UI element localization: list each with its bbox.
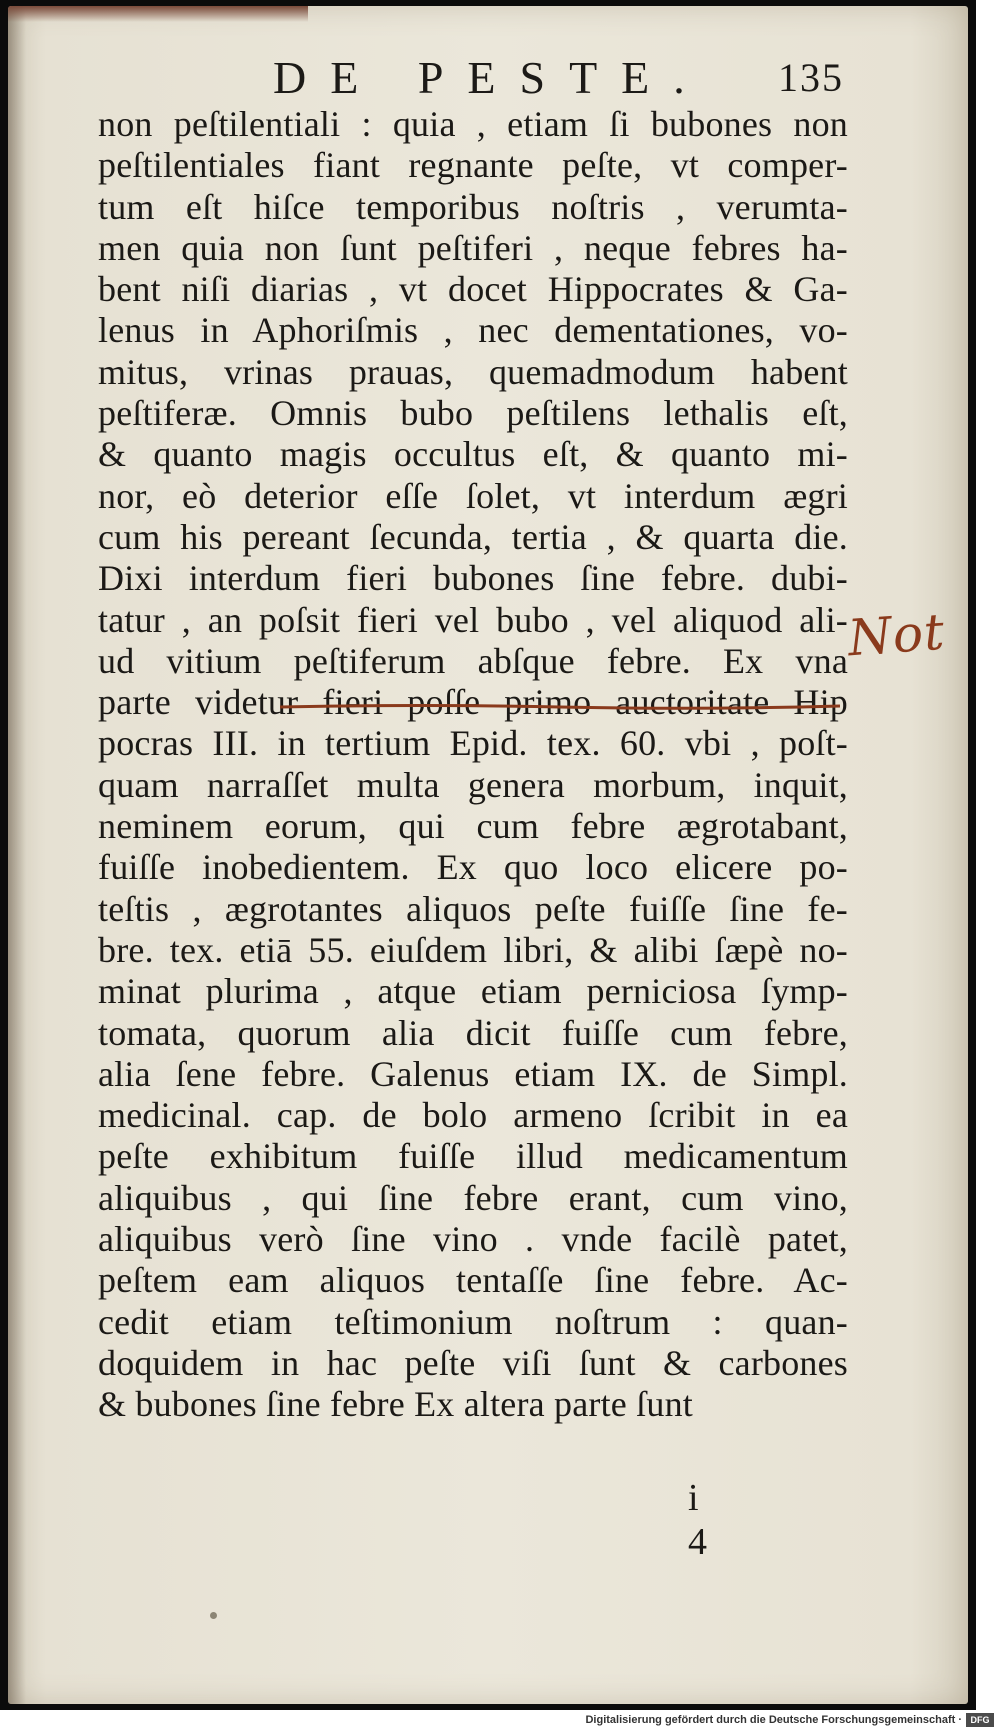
- text-line: men quia non ſunt peſtiferi , neque febres ha-: [98, 227, 848, 268]
- text-line: mitus, vrinas prauas, quemadmodum habent: [98, 351, 848, 392]
- page-number: 135: [778, 55, 844, 100]
- spine-shadow: [8, 6, 26, 1704]
- text-line: ud vitium peſtiferum abſque febre. Ex vna: [98, 640, 848, 681]
- paper-speck: [210, 1612, 217, 1619]
- text-line: tomata, quorum alia dicit fuiſſe cum febre,: [98, 1012, 848, 1053]
- digitization-credit: Digitalisierung gefördert durch die Deutsche Forschungsgemeinschaft ·: [585, 1714, 962, 1726]
- running-head-title: DE PESTE.: [273, 52, 709, 103]
- text-line: fuiſſe inobedientem. Ex quo loco elicere po-: [98, 847, 848, 888]
- text-line: Dixi interdum fieri bubones ſine febre. dubi-: [98, 558, 848, 599]
- handwritten-underline: [280, 703, 840, 711]
- signature-mark: i 4: [688, 1477, 733, 1563]
- text-line: minat plurima , atque etiam perniciosa ſymp-: [98, 971, 848, 1012]
- text-line: aliquibus verò ſine vino . vnde facilè patet,: [98, 1219, 848, 1260]
- text-line: tum eſt hiſce temporibus noſtris , verumta-: [98, 186, 848, 227]
- text-line: aliquibus , qui ſine febre erant, cum vino,: [98, 1177, 848, 1218]
- text-line: & quanto magis occultus eſt, & quanto mi-: [98, 434, 848, 475]
- text-line: nor, eò deterior eſſe ſolet, vt interdum ægri: [98, 475, 848, 516]
- text-line: alia ſene febre. Galenus etiam IX. de Simpl.: [98, 1053, 848, 1094]
- body-text: [98, 104, 848, 1426]
- text-line: non peſtilentiali : quia , etiam ſi bubones non: [98, 104, 848, 144]
- text-line: lenus in Aphoriſmis , nec dementationes, vo-: [98, 310, 848, 351]
- text-line: doquidem in hac peſte viſi ſunt & carbones: [98, 1342, 848, 1383]
- text-line: bent niſi diarias , vt docet Hippocrates & Ga-: [98, 269, 848, 310]
- text-line: peſtem eam aliquos tentaſſe ſine febre. Ac-: [98, 1260, 848, 1301]
- text-line: pocras III. in tertium Epid. tex. 60. vbi , poſt-: [98, 723, 848, 764]
- running-head: [8, 48, 968, 108]
- text-line: peſtiferæ. Omnis bubo peſtilens lethalis eſt,: [98, 393, 848, 434]
- text-line: & bubones ſine febre Ex altera parte ſunt: [98, 1384, 693, 1425]
- text-line: bre. tex. etiā 55. eiuſdem libri, & alibi ſæpè no-: [98, 929, 848, 970]
- text-line: cedit etiam teſtimonium noſtrum : quan-: [98, 1301, 848, 1342]
- text-line: medicinal. cap. de bolo armeno ſcribit in ea: [98, 1095, 848, 1136]
- text-line: neminem eorum, qui cum febre ægrotabant,: [98, 806, 848, 847]
- book-page: [8, 6, 968, 1704]
- dfg-logo: DFG: [966, 1713, 994, 1727]
- text-line: parte videtur fieri poſſe primo auctoritate Hip: [98, 682, 848, 723]
- text-line: tatur , an poſsit fieri vel bubo , vel aliquod ali-: [98, 599, 848, 640]
- text-line: quam narraſſet multa genera morbum, inquit,: [98, 764, 848, 805]
- text-line: peſte exhibitum fuiſſe illud medicamentum: [98, 1136, 848, 1177]
- paper-stain: [8, 6, 308, 22]
- text-line: peſtilentiales fiant regnante peſte, vt comper-: [98, 145, 848, 186]
- text-line: teſtis , ægrotantes aliquos peſte fuiſſe ſine fe-: [98, 888, 848, 929]
- text-line: cum his pereant ſecunda, tertia , & quarta die.: [98, 516, 848, 557]
- marginal-annotation: Not: [846, 602, 947, 668]
